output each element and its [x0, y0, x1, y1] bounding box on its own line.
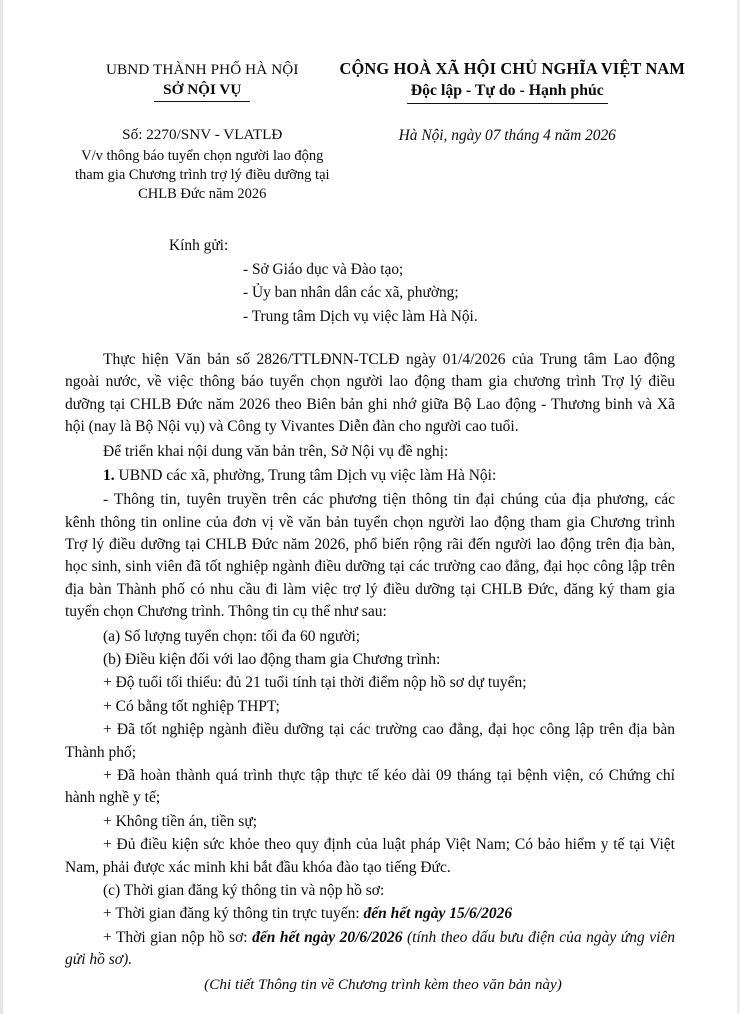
- issuing-department-label: SỞ NỘI VỤ: [154, 80, 250, 102]
- national-title-label: CỘNG HOÀ XÃ HỘI CHỦ NGHĨA VIỆT NAM: [339, 59, 686, 78]
- section-1-marker: 1.: [103, 466, 115, 484]
- item-a-quota: (a) Số lượng tuyển chọn: tối đa 60 người;: [103, 627, 361, 645]
- condition-item: + Không tiền án, tiền sự;: [103, 812, 258, 830]
- document-meta-row: [65, 125, 675, 204]
- document-sheet: [3, 0, 737, 996]
- recipient-item: - Sở Giáo dục và Đào tạo;: [243, 260, 404, 278]
- condition-item: + Đã tốt nghiệp ngành điều dưỡng tại các trường cao đẳng, đại học công lập trên địa bàn Thành phố;: [65, 721, 675, 761]
- deadline-file-suffix: (tính theo dấu bưu điện của ngày ứng viên gửi hồ sơ).: [65, 928, 676, 969]
- deadline-file-submission: [65, 927, 675, 972]
- parent-authority-label: UBND THÀNH PHỐ HÀ NỘI: [105, 61, 299, 78]
- condition-item: + Đã hoàn thành quá trình thực tập thực tế kéo dài 09 tháng tại bệnh viện, có Chứng chỉ hành nghề y tế;: [65, 766, 675, 807]
- deadline-online-value: đến hết ngày 15/6/2026: [363, 905, 513, 923]
- issuing-authority-block: [65, 58, 340, 102]
- document-header: [65, 58, 686, 104]
- national-heading-block: [339, 58, 686, 104]
- recipients-block: [65, 237, 675, 328]
- document-number-label: Số: 2270/SNV - VLATLĐ: [122, 125, 283, 143]
- section-1-paragraph: - Thông tin, tuyên truyền trên các phương tiện thông tin đại chúng của địa phương, các kênh thông tin online của đơn vị về văn bản tuyển chọn người lao động tham gia Chương trình Trợ lý điều dưỡng tại CHLB Đức năm 2026, phổ biến rộng rãi đến người lao động trên địa bàn, học sinh, sinh viên đã tốt nghiệp ngành điều dưỡng tại các trường cao đẳng, đại học công lập trên địa bàn Thành phố có nhu cầu đi làm việc trợ lý điều dưỡng tại CHLB Đức, đăng ký tham gia tuyển chọn Chương trình. Thông tin cụ thể như sau:: [65, 491, 675, 621]
- intro-paragraph: Thực hiện Văn bản số 2826/TTLĐNN-TCLĐ ngày 01/4/2026 của Trung tâm Lao động ngoài nước, về việc thông báo tuyển chọn người lao động tham gia chương trình Trợ lý điều dưỡng tại CHLB Đức năm 2026 theo Biên bản ghi nhớ giữa Bộ Lao động - Thương binh và Xã hội (nay là Bộ Nội vụ) và Công ty Vivantes Diễn đàn cho người cao tuổi.: [65, 350, 675, 436]
- national-motto-label: Độc lập - Tự do - Hạnh phúc: [407, 81, 608, 104]
- section-1-title: UBND các xã, phường, Trung tâm Dịch vụ việc làm Hà Nội:: [118, 466, 497, 484]
- document-subject-label: V/v thông báo tuyển chọn người lao động tham gia Chương trình trợ lý điều dưỡng tại CHLB Đức năm 2026: [74, 147, 330, 202]
- recipients-list: [65, 258, 675, 328]
- attachment-note: (Chi tiết Thông tin về Chương trình kèm theo văn bản này): [204, 976, 562, 994]
- recipients-label: Kính gửi:: [169, 236, 229, 254]
- deadline-file-prefix: + Thời gian nộp hồ sơ:: [103, 928, 253, 946]
- condition-item: + Đủ điều kiện sức khỏe theo quy định của luật pháp Việt Nam; Có bảo hiểm y tế tại Việt Nam, phải được xác minh khi bắt đầu khóa đào tạo tiếng Đức.: [65, 836, 675, 876]
- condition-item: + Độ tuổi tối thiểu: đủ 21 tuổi tính tại thời điểm nộp hồ sơ dự tuyển;: [103, 674, 527, 692]
- document-reference-block: [65, 125, 340, 204]
- section-1-heading: [65, 465, 675, 487]
- condition-item: + Có bằng tốt nghiệp THPT;: [103, 697, 280, 715]
- item-c-heading: (c) Thời gian đăng ký thông tin và nộp hồ sơ:: [103, 881, 385, 899]
- request-paragraph: Để triển khai nội dung văn bản trên, Sở Nội vụ đề nghị:: [103, 442, 449, 460]
- item-b-heading: (b) Điều kiện đối với lao động tham gia Chương trình:: [103, 651, 441, 669]
- place-and-date-label: Hà Nội, ngày 07 tháng 4 năm 2026: [398, 126, 616, 144]
- deadline-online-registration: [65, 903, 675, 925]
- deadline-online-prefix: + Thời gian đăng ký thông tin trực tuyến:: [103, 905, 364, 923]
- recipient-item: - Trung tâm Dịch vụ việc làm Hà Nội.: [243, 307, 478, 325]
- deadline-file-value: đến hết ngày 20/6/2026: [252, 928, 403, 946]
- document-body: [65, 349, 675, 997]
- recipient-item: - Ủy ban nhân dân các xã, phường;: [243, 284, 459, 302]
